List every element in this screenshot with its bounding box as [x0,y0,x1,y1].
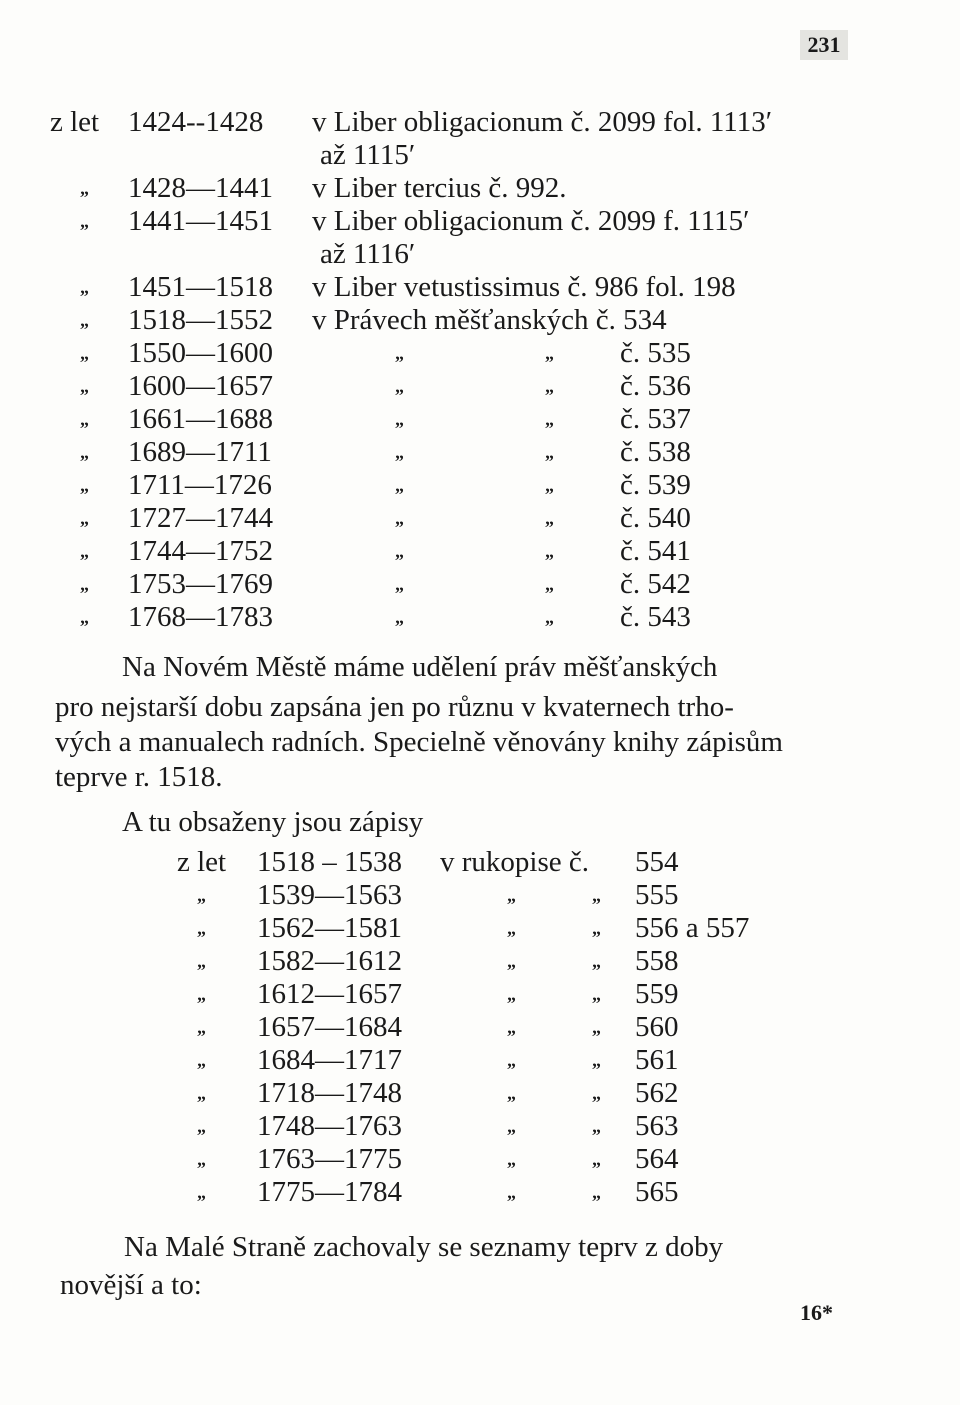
year-range: 1727—1744 [128,502,273,534]
year-range: 1539—1563 [257,879,402,911]
year-range: 1684—1717 [257,1044,402,1076]
ditto-mark: „ [507,1017,516,1037]
ditto-mark: „ [80,607,89,627]
table-row [177,911,877,945]
year-range: 1612—1657 [257,978,402,1010]
ditto-mark: „ [80,508,89,528]
ditto-mark: „ [545,376,554,396]
table-row [177,878,877,912]
source: v Liber obligacionum č. 2099 f. 1115′ [312,205,750,237]
table-row [177,1142,877,1176]
table-row [177,845,877,879]
ditto-mark: „ [545,442,554,462]
year-range: 1518—1552 [128,304,273,336]
table-row [50,501,910,535]
ditto-mark: „ [197,1050,206,1070]
year-range: 1689—1711 [128,436,272,468]
ditto-mark: „ [395,343,404,363]
folio-continuation: až 1115′ [320,139,416,171]
ditto-mark: „ [592,1017,601,1037]
year-range: 1451—1518 [128,271,273,303]
year-range: 1441—1451 [128,205,273,237]
table-row [50,303,910,337]
table-row [50,468,910,502]
ditto-mark: „ [507,885,516,905]
ditto-mark: „ [592,1182,601,1202]
table-row [50,336,910,370]
year-range: 1600—1657 [128,370,273,402]
ditto-mark: „ [545,409,554,429]
ditto-mark: „ [80,475,89,495]
year-range: 1518 – 1538 [257,846,402,878]
year-range: 1718—1748 [257,1077,402,1109]
table-row [50,171,910,205]
record-number: 560 [635,1011,679,1043]
table-row [177,1043,877,1077]
ditto-mark: „ [592,984,601,1004]
ditto-mark: „ [592,1149,601,1169]
table-row [177,1076,877,1110]
ditto-mark: „ [80,277,89,297]
record-number: 555 [635,879,679,911]
source: v Liber obligacionum č. 2099 fol. 1113′ [312,106,773,138]
ditto-mark: „ [80,409,89,429]
ditto-mark: „ [592,1116,601,1136]
ditto-mark: „ [197,1116,206,1136]
ditto-mark: „ [507,1050,516,1070]
ditto-mark: „ [592,885,601,905]
ditto-mark: „ [545,574,554,594]
year-range: 1748—1763 [257,1110,402,1142]
ditto-mark: „ [395,475,404,495]
record-number: 556 a 557 [635,912,750,944]
paragraph-line: pro nejstarší dobu zapsána jen po různu v kvaternech trho- [55,691,734,723]
table-row [50,402,910,436]
ditto-mark: „ [395,376,404,396]
table-row [50,204,910,238]
paragraph-line: A tu obsaženy jsou zápisy [122,806,424,838]
source: v Právech měšťanských č. 534 [312,304,667,336]
table-row [177,977,877,1011]
table-row [177,1109,877,1143]
ditto-mark: „ [545,541,554,561]
record-number: č. 541 [620,535,691,567]
ditto-mark: „ [197,951,206,971]
year-range: 1768—1783 [128,601,273,633]
ditto-mark: „ [80,310,89,330]
table-row [50,567,910,601]
year-range: 1428—1441 [128,172,273,204]
ditto-mark: „ [592,1050,601,1070]
ditto-mark: „ [197,1017,206,1037]
ditto-mark: „ [507,1182,516,1202]
ditto-mark: „ [395,508,404,528]
ditto-mark: „ [592,951,601,971]
year-range: 1775—1784 [257,1176,402,1208]
table-row [50,369,910,403]
record-number: č. 537 [620,403,691,435]
source: v Liber vetustissimus č. 986 fol. 198 [312,271,736,303]
ditto-mark: „ [395,409,404,429]
page-number: 231 [800,30,848,60]
record-number: 563 [635,1110,679,1142]
table-row [50,600,910,634]
ditto-mark: „ [80,343,89,363]
source: v rukopise č. [440,846,589,878]
year-range: 1424--1428 [128,106,264,138]
ditto-mark: „ [507,918,516,938]
ditto-mark: „ [507,951,516,971]
ditto-mark: „ [507,1149,516,1169]
source: v Liber tercius č. 992. [312,172,567,204]
year-range: 1550—1600 [128,337,273,369]
paragraph-line: novější a to: [60,1269,202,1301]
record-number: 565 [635,1176,679,1208]
paragraph-line: teprve r. 1518. [55,761,223,793]
table-row-continuation [50,237,910,271]
record-number: 554 [635,846,679,878]
ditto-mark: „ [197,885,206,905]
ditto-mark: „ [395,607,404,627]
year-range: 1582—1612 [257,945,402,977]
record-number: 559 [635,978,679,1010]
folio-continuation: až 1116′ [320,238,416,270]
ditto-mark: „ [197,1149,206,1169]
table-row [50,105,910,139]
year-range: 1711—1726 [128,469,272,501]
paragraph-line: vých a manualech radních. Specielně věnovány knihy zápisům [55,726,783,758]
record-number: 564 [635,1143,679,1175]
year-range: 1763—1775 [257,1143,402,1175]
ditto-mark: „ [592,918,601,938]
record-number: č. 540 [620,502,691,534]
ditto-mark: „ [80,178,89,198]
ditto-mark: „ [507,1116,516,1136]
ditto-mark: „ [395,574,404,594]
year-range: 1753—1769 [128,568,273,600]
record-number: č. 543 [620,601,691,633]
record-number: 558 [635,945,679,977]
table-row [177,944,877,978]
ditto-mark: „ [80,211,89,231]
ditto-mark: „ [545,508,554,528]
record-number: č. 539 [620,469,691,501]
year-range: 1661—1688 [128,403,273,435]
ditto-mark: „ [545,475,554,495]
record-number: č. 536 [620,370,691,402]
year-range: 1562—1581 [257,912,402,944]
table-row-continuation [50,138,910,172]
record-number: 561 [635,1044,679,1076]
record-number: č. 535 [620,337,691,369]
ditto-mark: „ [80,541,89,561]
signature-mark: 16* [800,1300,833,1325]
record-number: 562 [635,1077,679,1109]
ditto-mark: „ [197,918,206,938]
ditto-mark: „ [545,343,554,363]
record-number: č. 538 [620,436,691,468]
ditto-mark: „ [507,984,516,1004]
table-row [177,1010,877,1044]
table-row [177,1175,877,1209]
ditto-mark: „ [592,1083,601,1103]
year-range: 1657—1684 [257,1011,402,1043]
table-row [50,534,910,568]
ditto-mark: „ [395,442,404,462]
year-prefix: z let [50,106,100,138]
record-number: č. 542 [620,568,691,600]
table-row [50,270,910,304]
ditto-mark: „ [197,984,206,1004]
ditto-mark: „ [80,376,89,396]
ditto-mark: „ [80,574,89,594]
ditto-mark: „ [197,1083,206,1103]
ditto-mark: „ [395,541,404,561]
year-range: 1744—1752 [128,535,273,567]
ditto-mark: „ [507,1083,516,1103]
ditto-mark: „ [80,442,89,462]
table-row [50,435,910,469]
paragraph-line: Na Novém Městě máme udělení práv měšťanských [122,651,718,683]
ditto-mark: „ [545,607,554,627]
paragraph-line: Na Malé Straně zachovaly se seznamy teprv z doby [124,1231,724,1263]
ditto-mark: „ [197,1182,206,1202]
year-prefix: z let [177,846,227,878]
